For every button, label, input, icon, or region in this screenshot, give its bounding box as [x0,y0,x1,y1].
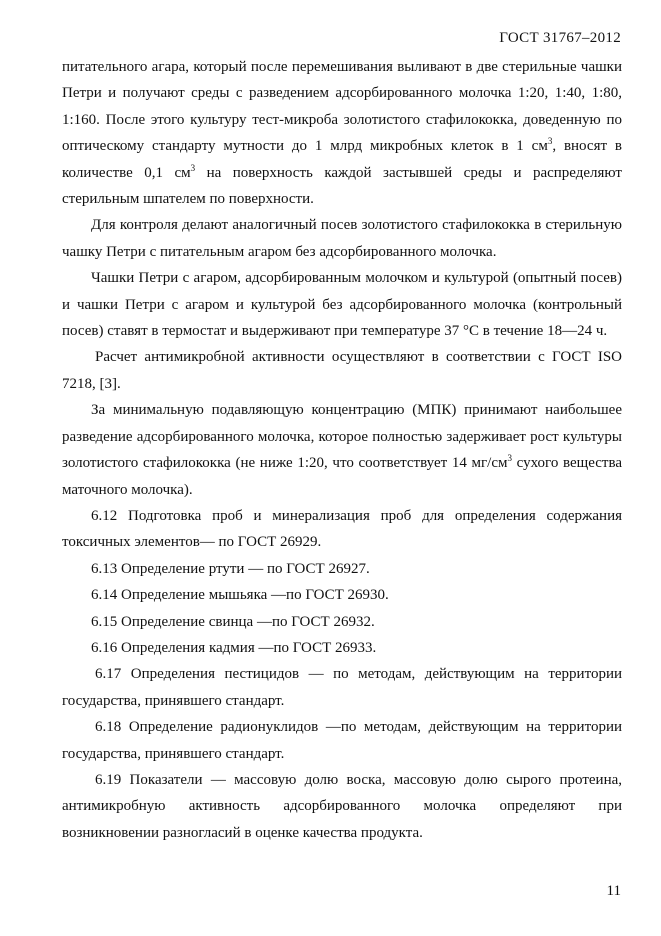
section-6-17: 6.17 Определения пестицидов — по методам, действующим на территории государства, принявшего стандарт. [62,666,622,709]
paragraph-text: сухого вещества маточного молочка). [62,455,622,498]
section-6-18: 6.18 Определение радионуклидов —по методам, действующим на территории государства, принявшего стандарт. [62,719,622,762]
paragraph-text: питательного агара, который после перемешивания выливают в две стерильные чашки Петри и получают среды с разведением адсорбированного молочка 1:20, 1:40, 1:80, 1:160. После этого культуру тест-микроба золотистого стафилококка, доведенную по оптическому стандарту мутности до 1 млрд микробных клеток в 1 см [62,59,622,155]
paragraph-text: За минимальную подавляющую концентрацию (МПК) принимают наибольшее разведение адсорбированного молочка, которое полностью задерживает рост культуры золотистого стафилококка (не ниже 1:20, что соответствует 14 мг/см [62,402,622,472]
section-6-16: 6.16 Определения кадмия —по ГОСТ 26933. [91,639,377,656]
section-6-12: 6.12 Подготовка проб и минерализация проб для определения содержания токсичных элементов— по ГОСТ 26929. [62,507,622,551]
paragraph-culture-inoculation [62,54,622,212]
superscript: 3 [507,453,512,464]
section-6-13: 6.13 Определение ртути — по ГОСТ 26927. [91,560,370,577]
page-number: 11 [606,883,621,899]
paragraph-calculation: Расчет антимикробной активности осуществляют в соответствии с ГОСТ ISO 7218, [3]. [62,349,622,392]
document-body [62,54,622,846]
section-6-19: 6.19 Показатели — массовую долю воска, массовую долю сырого протеина, антимикробную активность адсорбированного молочка определяют при возникновении разногласий в оценке качества продукта. [62,771,622,841]
paragraph-control: Для контроля делают аналогичный посев золотистого стафилококка в стерильную чашку Петри с питательным агаром без адсорбированного молочка. [62,217,622,260]
paragraph-thermostat: Чашки Петри с агаром, адсорбированным молочком и культурой (опытный посев) и чашки Петри с агаром и культурой без адсорбированного молочка (контрольный посев) ставят в термостат и выдерживают при температуре 37 °С в течение 18—24 ч. [62,270,622,340]
document-header: ГОСТ 31767–2012 [499,30,621,46]
superscript: 3 [547,136,553,147]
section-6-15: 6.15 Определение свинца —по ГОСТ 26932. [91,613,375,630]
paragraph-text: на поверхность каждой застывшей среды и распределяют стерильным шпателем по поверхности. [62,164,622,208]
section-6-14: 6.14 Определение мышьяка —по ГОСТ 26930. [91,587,389,604]
paragraph-mic [62,397,622,503]
superscript: 3 [190,162,196,173]
paragraph-text: , вносят в количестве 0,1 см [62,138,622,181]
